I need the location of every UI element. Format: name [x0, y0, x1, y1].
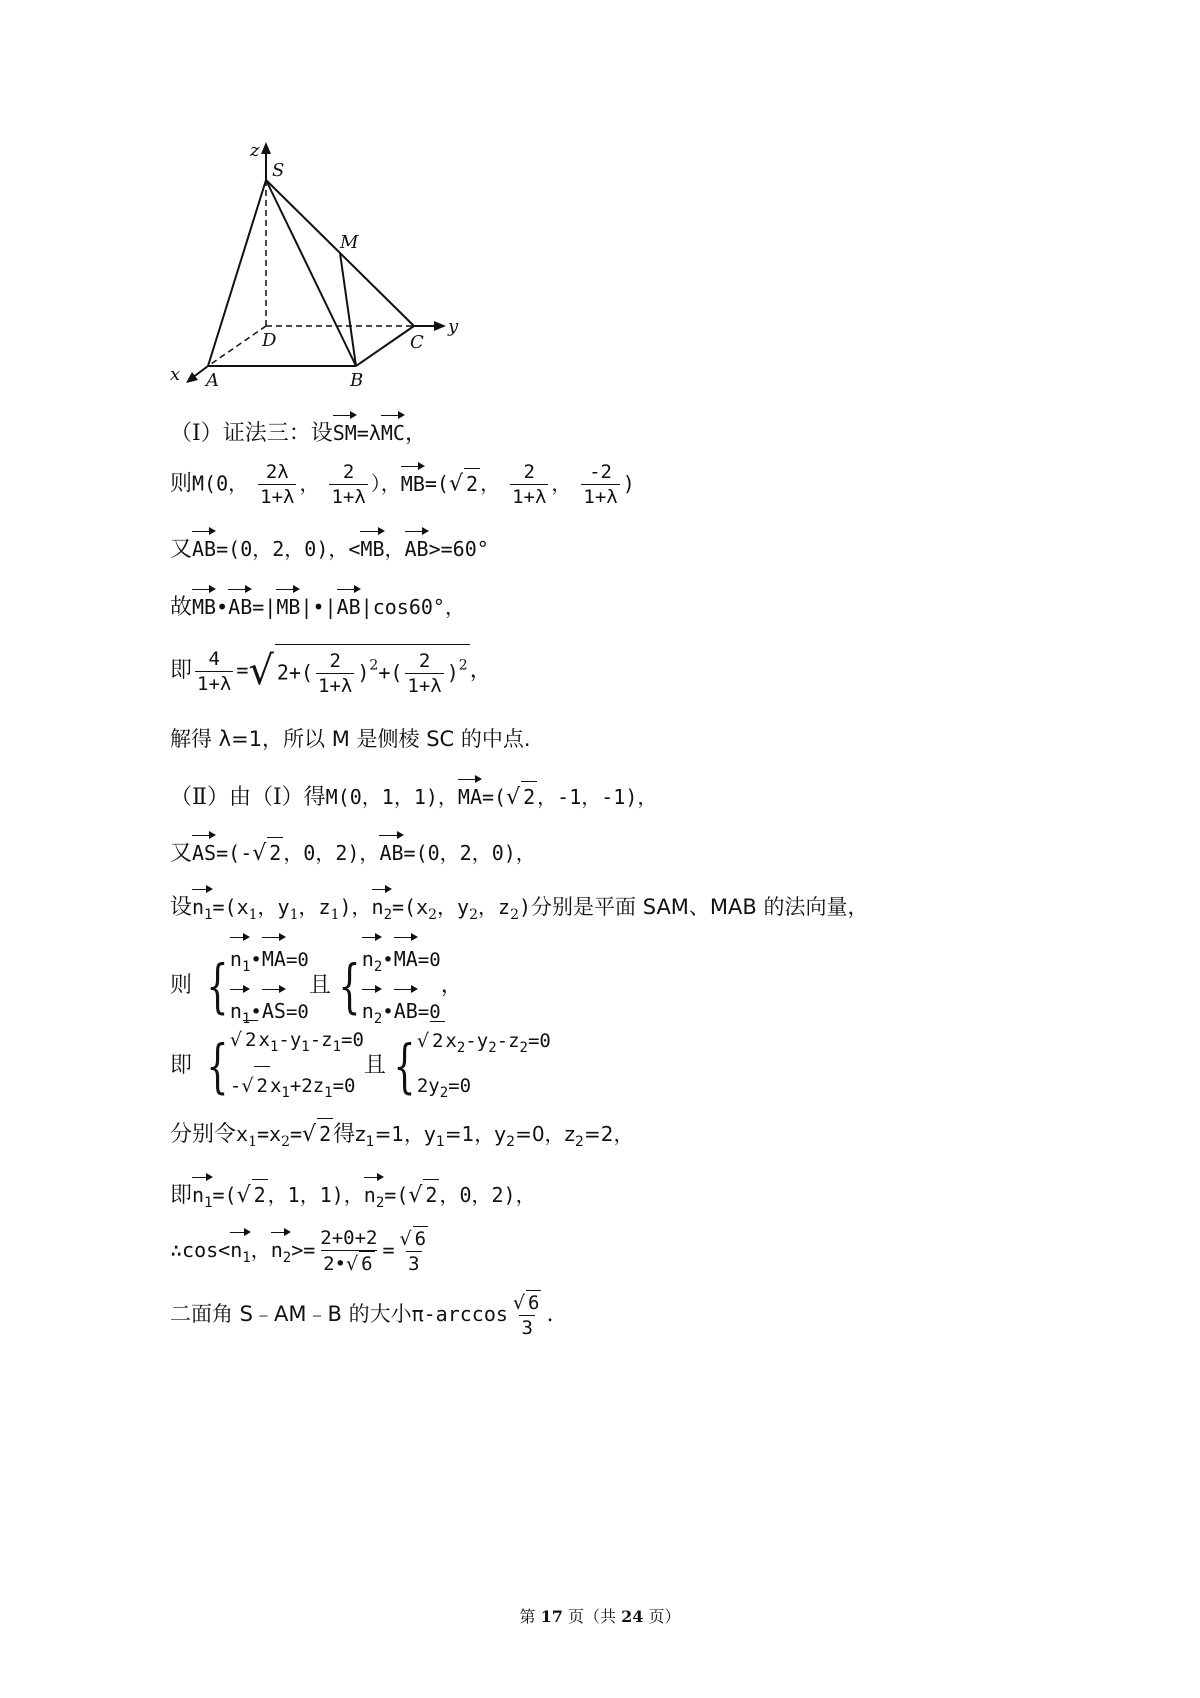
- text: 又: [170, 841, 193, 866]
- sqrt-body: 2: [267, 837, 283, 868]
- sqrt-body: 2: [430, 1021, 445, 1060]
- vector-mb: MB: [192, 586, 216, 622]
- denominator: 1+λ: [512, 486, 547, 508]
- text: .: [546, 1302, 554, 1327]
- sqrt-body: 2: [521, 781, 537, 812]
- sqrt-body: 2: [423, 1179, 439, 1210]
- vector-n2: [364, 1174, 384, 1218]
- text: >=60°: [428, 537, 489, 561]
- text: =0: [285, 949, 309, 971]
- text: 解得 λ=1，所以 M 是侧棱 SC 的中点.: [170, 727, 531, 751]
- brace: {: [393, 1032, 416, 1100]
- subscript: 1: [242, 1250, 251, 1266]
- text: =(: [212, 1183, 237, 1207]
- sqrt-symbol: √: [399, 1228, 412, 1250]
- subscript: 2: [506, 1134, 516, 1150]
- row: [230, 934, 309, 986]
- text: =0: [417, 949, 441, 971]
- text: n: [361, 999, 374, 1023]
- equation-system: [386, 1021, 551, 1112]
- numerator: 2: [342, 461, 355, 483]
- proof-line-4: [170, 586, 465, 623]
- text: ): [357, 660, 370, 685]
- row: [230, 1066, 364, 1112]
- text: 2+(: [276, 660, 314, 685]
- text: π-arccos: [411, 1302, 508, 1326]
- text: 即: [170, 658, 193, 683]
- vector-mc: MC: [381, 412, 405, 448]
- text: =(: [384, 1183, 409, 1207]
- vector-ma: MA: [458, 776, 482, 812]
- text: 得: [333, 1122, 356, 1147]
- fraction: [329, 460, 367, 509]
- text: ，: [440, 973, 463, 998]
- vector-n2: [372, 886, 392, 930]
- text: ，0，2)，: [283, 841, 380, 865]
- text: +2z: [289, 1075, 325, 1097]
- text: 设: [170, 895, 193, 920]
- text: ): [622, 471, 635, 496]
- subscript: 1: [435, 1134, 445, 1150]
- text: ，-1，-1)，: [537, 785, 658, 809]
- text: =(0，2，0)，<: [216, 537, 361, 561]
- edge-da2: [266, 253, 340, 326]
- subscript: 2: [456, 1039, 466, 1056]
- text-group: [355, 1122, 634, 1150]
- point-m: M(0，: [192, 471, 249, 496]
- subscript: 1: [330, 907, 340, 923]
- pyramid-figure: [170, 140, 490, 420]
- subscript: 1: [281, 1085, 290, 1101]
- footer-text: 页）: [643, 1607, 681, 1626]
- text: =1，y: [444, 1122, 507, 1146]
- proof-line-1: [170, 412, 427, 449]
- edge-sa: [208, 180, 266, 366]
- subscript: 1: [324, 1085, 333, 1101]
- sqrt-body: 2: [243, 1020, 258, 1059]
- vector-ab: AB: [394, 986, 418, 1030]
- text: •: [250, 949, 262, 971]
- text: ): [519, 895, 532, 919]
- vector-as: AS: [262, 986, 286, 1030]
- vector-mb: MB: [276, 586, 300, 622]
- text: ，y: [437, 895, 470, 919]
- proof-line-12: [170, 1118, 633, 1157]
- label-m: M: [340, 232, 359, 253]
- brace: {: [206, 1032, 229, 1100]
- text: •: [250, 1001, 262, 1023]
- sqrt-symbol: √: [448, 471, 464, 497]
- text: ，: [384, 537, 405, 561]
- text: ，0，2)，: [439, 1183, 536, 1207]
- sqrt-body: 6: [528, 1292, 540, 1314]
- proof-line-3: [170, 528, 489, 565]
- sqrt-symbol: √: [241, 1075, 254, 1097]
- text: 分别是平面 SAM、MAB 的法向量，: [531, 895, 869, 919]
- vector-mb: MB: [401, 463, 425, 499]
- text: ），: [370, 471, 401, 496]
- footer-text: 第: [519, 1607, 541, 1626]
- subscript: 1: [269, 1039, 279, 1055]
- subscript: 1: [204, 1195, 213, 1211]
- subscript: 2: [281, 1134, 290, 1150]
- text: ，: [299, 471, 320, 496]
- text: -: [229, 1075, 242, 1097]
- denominator: [321, 1250, 376, 1276]
- text: =x: [256, 1122, 282, 1146]
- subscript: 2: [428, 907, 438, 923]
- numerator: 4: [208, 647, 220, 670]
- text: -z: [309, 1029, 333, 1051]
- label-s: S: [272, 160, 285, 181]
- subscript: 2: [469, 907, 479, 923]
- text: =(0，2，0)，: [403, 841, 536, 865]
- text: z: [355, 1122, 366, 1146]
- sqrt-symbol: √: [512, 1292, 526, 1314]
- label-b: B: [350, 370, 364, 391]
- vector-ab: AB: [228, 586, 252, 622]
- text: =: [290, 1122, 303, 1146]
- text: x: [445, 1029, 457, 1052]
- denominator: 1+λ: [260, 486, 295, 508]
- subscript: 2: [373, 959, 383, 975]
- proof-line-2: [170, 460, 635, 509]
- equation-system: [199, 1020, 364, 1112]
- proof-line-15: [170, 1290, 553, 1340]
- rows: [230, 1020, 364, 1112]
- text: x: [269, 1075, 282, 1097]
- text: =(x: [392, 895, 429, 919]
- subscript: 2: [373, 1011, 383, 1027]
- numerator: -2: [589, 461, 612, 483]
- text: =(: [424, 471, 449, 496]
- fraction: [398, 1226, 431, 1276]
- text: |cos60°，: [360, 595, 465, 619]
- fraction: [510, 460, 548, 509]
- text: ，z: [298, 895, 331, 919]
- subscript: 2: [510, 907, 519, 923]
- subscript: 1: [241, 1011, 251, 1027]
- text: 即: [170, 1053, 193, 1078]
- numerator: 2: [329, 650, 341, 672]
- numerator: 2: [523, 461, 535, 483]
- numerator: 2λ: [265, 461, 289, 483]
- text: M(0，1，1)，: [325, 785, 458, 809]
- vector-mb: MB: [360, 528, 384, 564]
- denominator: 1+λ: [331, 486, 366, 508]
- numerator: [398, 1226, 431, 1251]
- subscript: 2: [282, 1250, 292, 1266]
- sqrt-symbol: √: [236, 1183, 251, 1208]
- vector-n1: [230, 1229, 250, 1273]
- label-x: x: [170, 364, 181, 385]
- text: 又: [170, 537, 193, 562]
- text: =(: [482, 785, 507, 809]
- text: 且: [308, 973, 331, 998]
- text: x: [236, 1122, 249, 1146]
- proof-line-6: [170, 724, 531, 754]
- edge-da-dashed: [208, 326, 266, 366]
- z-axis-arrow: [261, 142, 271, 154]
- subscript: 2: [519, 1039, 528, 1056]
- text: =0: [332, 1075, 356, 1097]
- text: =2，: [583, 1122, 634, 1146]
- vector-ab: AB: [337, 586, 361, 622]
- sqrt-body: 2: [254, 1066, 269, 1105]
- brace: {: [206, 952, 229, 1020]
- text: =: [382, 1238, 395, 1262]
- footer-text: 页（共: [562, 1607, 622, 1626]
- sqrt-body: 2: [464, 468, 480, 499]
- text: n: [229, 999, 242, 1023]
- text: =|: [252, 595, 277, 619]
- exponent: 2: [369, 657, 379, 674]
- y-axis-arrow: [434, 321, 446, 331]
- sqrt-symbol: √: [229, 1029, 243, 1051]
- subscript: 2: [383, 907, 393, 923]
- subscript: 1: [301, 1039, 310, 1055]
- proof-line-8: [170, 832, 536, 869]
- sqrt-symbol: √: [346, 1253, 359, 1275]
- exponent: 2: [458, 657, 468, 674]
- vector-ab: AB: [192, 528, 216, 564]
- text: 二面角 S﹣AM﹣B 的大小: [170, 1302, 412, 1326]
- sqrt-body: 2: [252, 1179, 268, 1210]
- text: 则: [170, 973, 193, 998]
- vector-ab: AB: [379, 832, 403, 868]
- vector-ab: AB: [405, 528, 429, 564]
- text: -y: [465, 1029, 489, 1052]
- text: 且: [363, 1053, 386, 1078]
- text: x: [258, 1029, 270, 1051]
- sqrt-symbol: √: [248, 648, 274, 694]
- text: =0: [285, 1001, 309, 1023]
- text: )，: [339, 895, 372, 919]
- fraction: [511, 1290, 544, 1340]
- page-number: 17: [540, 1607, 563, 1626]
- sqrt-body: 6: [414, 1228, 427, 1250]
- text: n: [229, 947, 242, 971]
- subscript: 2: [439, 1084, 449, 1101]
- vector-n2: [271, 1229, 291, 1273]
- sqrt-symbol: √: [408, 1183, 423, 1208]
- vector-n1: [230, 934, 250, 986]
- text: =0: [341, 1029, 364, 1051]
- text: ，1，1)，: [267, 1183, 364, 1207]
- vector-ma: MA: [262, 934, 286, 978]
- vector-ma: MA: [394, 934, 418, 978]
- numerator: [511, 1290, 544, 1315]
- vector-n1: [192, 886, 212, 930]
- sqrt-symbol: √: [302, 1122, 317, 1147]
- sqrt-body: 6: [361, 1253, 373, 1275]
- brace: {: [338, 952, 361, 1020]
- text: 2•: [323, 1253, 347, 1275]
- fraction: [195, 647, 233, 696]
- label-y: y: [448, 316, 459, 337]
- vector-n2: [362, 934, 382, 986]
- text: n: [361, 947, 374, 971]
- text: =0: [448, 1074, 472, 1097]
- proof-line-11: [170, 1020, 551, 1112]
- vector-sm: SM: [333, 412, 357, 448]
- denominator: 1+λ: [583, 486, 618, 508]
- vector-as: AS: [192, 832, 216, 868]
- subscript: 1: [332, 1039, 342, 1055]
- text: ，: [480, 471, 501, 496]
- proof-line-7: [170, 776, 657, 813]
- text: 分别令: [170, 1122, 237, 1147]
- proof-line-5: [170, 644, 492, 698]
- subscript: 2: [375, 1195, 385, 1211]
- text: =1，y: [374, 1122, 436, 1146]
- denominator: 1+λ: [407, 675, 442, 697]
- subscript: 1: [289, 907, 299, 923]
- rows: [417, 1021, 551, 1112]
- numerator: 2: [418, 650, 431, 672]
- sqrt-symbol: √: [506, 785, 521, 810]
- denominator: 1+λ: [318, 675, 353, 697]
- subscript: 1: [204, 907, 213, 923]
- text: =0，z: [515, 1122, 576, 1146]
- row: [230, 1020, 364, 1066]
- label-c: C: [410, 332, 424, 353]
- text: n: [371, 895, 384, 919]
- sqrt-body: [275, 644, 470, 698]
- fraction: [316, 649, 354, 698]
- text: =λ: [356, 421, 381, 445]
- text: ，z: [478, 895, 511, 919]
- vector-n1: [192, 1174, 212, 1218]
- text: ，y: [257, 895, 290, 919]
- text: -z: [496, 1029, 520, 1052]
- proof-line-9: [170, 886, 869, 930]
- text: |•|: [300, 595, 337, 619]
- text: =(x: [212, 895, 249, 919]
- text: 则: [170, 471, 193, 497]
- text: n: [270, 1238, 283, 1262]
- label-z: z: [250, 140, 260, 161]
- denominator: 3: [408, 1253, 420, 1275]
- fraction: [405, 649, 443, 698]
- text: n: [363, 1183, 376, 1207]
- text: =: [236, 658, 249, 682]
- fraction: [581, 460, 619, 509]
- text: •: [382, 949, 394, 971]
- subscript: 1: [241, 959, 251, 975]
- text: +(: [378, 660, 403, 685]
- text: ，: [551, 471, 572, 496]
- text: •: [216, 595, 229, 619]
- edge-bc: [356, 326, 414, 366]
- text: （Ⅰ）证法三：设: [170, 421, 333, 446]
- subscript: 1: [248, 1134, 257, 1150]
- subscript: 2: [488, 1039, 497, 1056]
- text: =0: [417, 1001, 441, 1023]
- subscript: 1: [365, 1134, 375, 1150]
- row: [417, 1021, 551, 1067]
- sqrt-body: 2: [317, 1118, 333, 1149]
- page-footer: [0, 1604, 1200, 1627]
- text: n: [192, 895, 205, 919]
- text: -y: [278, 1029, 302, 1051]
- row: [362, 934, 441, 986]
- row: [417, 1067, 551, 1112]
- text: ，: [250, 1238, 271, 1262]
- text: 即: [170, 1183, 193, 1208]
- total-pages: 24: [621, 1607, 644, 1626]
- sqrt-symbol: √: [252, 841, 267, 866]
- fraction: [318, 1226, 379, 1276]
- subscript: 1: [248, 907, 258, 923]
- text: ∴cos<: [170, 1238, 231, 1262]
- text: ，: [469, 658, 492, 683]
- text: •: [382, 1001, 394, 1023]
- text: 2y: [416, 1074, 440, 1097]
- label-d: D: [262, 330, 277, 351]
- text: =0: [527, 1029, 551, 1052]
- proof-line-14: [170, 1226, 433, 1276]
- subscript: 2: [575, 1134, 584, 1150]
- denominator: 1+λ: [197, 672, 232, 695]
- numerator: 2+0+2: [320, 1227, 378, 1249]
- proof-line-13: [170, 1174, 536, 1218]
- text: n: [192, 1183, 205, 1207]
- text: n: [230, 1238, 243, 1262]
- denominator: 3: [521, 1317, 533, 1339]
- sqrt-symbol: √: [416, 1029, 429, 1052]
- text: >=: [291, 1238, 316, 1262]
- fraction: [258, 460, 296, 509]
- text: =(-: [216, 841, 253, 865]
- text: 故: [170, 595, 193, 620]
- text: ，: [404, 421, 427, 446]
- label-a: A: [206, 370, 219, 391]
- text: ): [446, 660, 459, 685]
- text: （Ⅱ）由（Ⅰ）得: [170, 785, 326, 810]
